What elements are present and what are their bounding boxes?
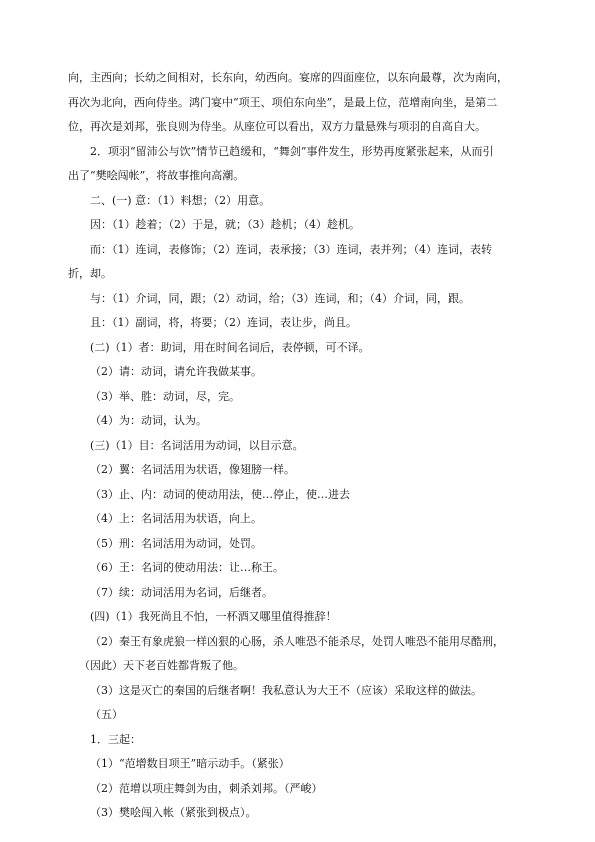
text-line: （2）请：动词，请允许我做某事。 xyxy=(90,365,262,378)
text-line: (四)（1）我死尚且不怕，一杯酒又哪里值得推辞！ xyxy=(90,610,337,623)
text-line: (二)（1）者：助词，用在时间名词后，表停顿，可不译。 xyxy=(90,340,370,354)
text-line: （3）举、胜：动词，尽，完。 xyxy=(90,389,240,403)
text-line: （2）翼：名词活用为状语，像翅膀一样。 xyxy=(90,463,295,476)
text-line: （4）上：名词活用为状语，向上。 xyxy=(90,512,262,525)
text-line: （1）“范增数目项王”暗示动手。（紧张） xyxy=(90,757,290,770)
text-line: （3）樊哙闯入帐（紧张到极点）。 xyxy=(90,806,257,819)
text-line: 1．三起： xyxy=(90,732,141,746)
text-line: （7）续：动词活用为名词，后继者。 xyxy=(90,585,273,599)
text-line: 向，主西向；长幼之间相对，长东向，幼西向。宴席的四面座位，以东向最尊，次为南向， xyxy=(68,71,508,84)
text-line: （因此）天下老百姓都背叛了他。 xyxy=(79,659,244,672)
text-line: 2．项羽“留沛公与饮”情节已趋缓和，“舞剑”事件发生，形势再度紧张起来，从而引 xyxy=(90,144,494,158)
text-line: （4）为：动词，认为。 xyxy=(90,414,207,427)
text-line: 且：（1）副词，将，将要；（2）连词，表让步，尚且。 xyxy=(90,316,357,329)
text-line: （3）止、内：动词的使动用法，使…停止，使…进去 xyxy=(90,487,350,501)
text-line: （3）这是灭亡的秦国的后继者啊！我私意认为大王不（应该）采取这样的做法。 xyxy=(90,683,482,697)
text-line: （2）秦王有象虎狼一样凶狠的心肠，杀人唯恐不能杀尽，处罚人唯恐不能用尽酷刑， xyxy=(90,634,504,648)
text-line: (三)（1）目：名词活用为动词，以目示意。 xyxy=(90,438,304,452)
text-line: （5）刑：名词活用为动词，处罚。 xyxy=(90,536,262,550)
text-line: 位，再次是刘邦，张良则为侍坐。从座位可以看出，双方力量悬殊与项羽的自高自大。 xyxy=(68,120,486,133)
text-line: 折，却。 xyxy=(68,267,112,280)
document-body xyxy=(68,66,527,826)
text-line: 与：（1）介词，同，跟；（2）动词，给；（3）连词，和；（4）介词，同，跟。 xyxy=(90,291,470,305)
text-line: 二、(一) 意：（1）料想；（2）用意。 xyxy=(90,193,271,207)
text-line: （2）范增以项庄舞剑为由，刺杀刘邦。（严峻） xyxy=(90,781,323,795)
text-line: （五） xyxy=(90,708,123,721)
text-line: 出了“樊哙闯帐”，将故事推向高潮。 xyxy=(68,169,245,182)
text-line: （6）王：名词的使动用法：让…称王。 xyxy=(90,561,284,574)
text-line: 因：（1）趁着；（2）于是，就；（3）趁机；（4）趁机。 xyxy=(90,218,360,231)
text-line: 而：（1）连词，表修饰；（2）连词，表承接；（3）连词，表并列；（4）连词，表转 xyxy=(90,242,492,256)
text-line: 再次为北向，西向侍坐。鸿门宴中“项王、项伯东向坐”，是最上位，范增南向坐，是第二 xyxy=(68,95,498,109)
